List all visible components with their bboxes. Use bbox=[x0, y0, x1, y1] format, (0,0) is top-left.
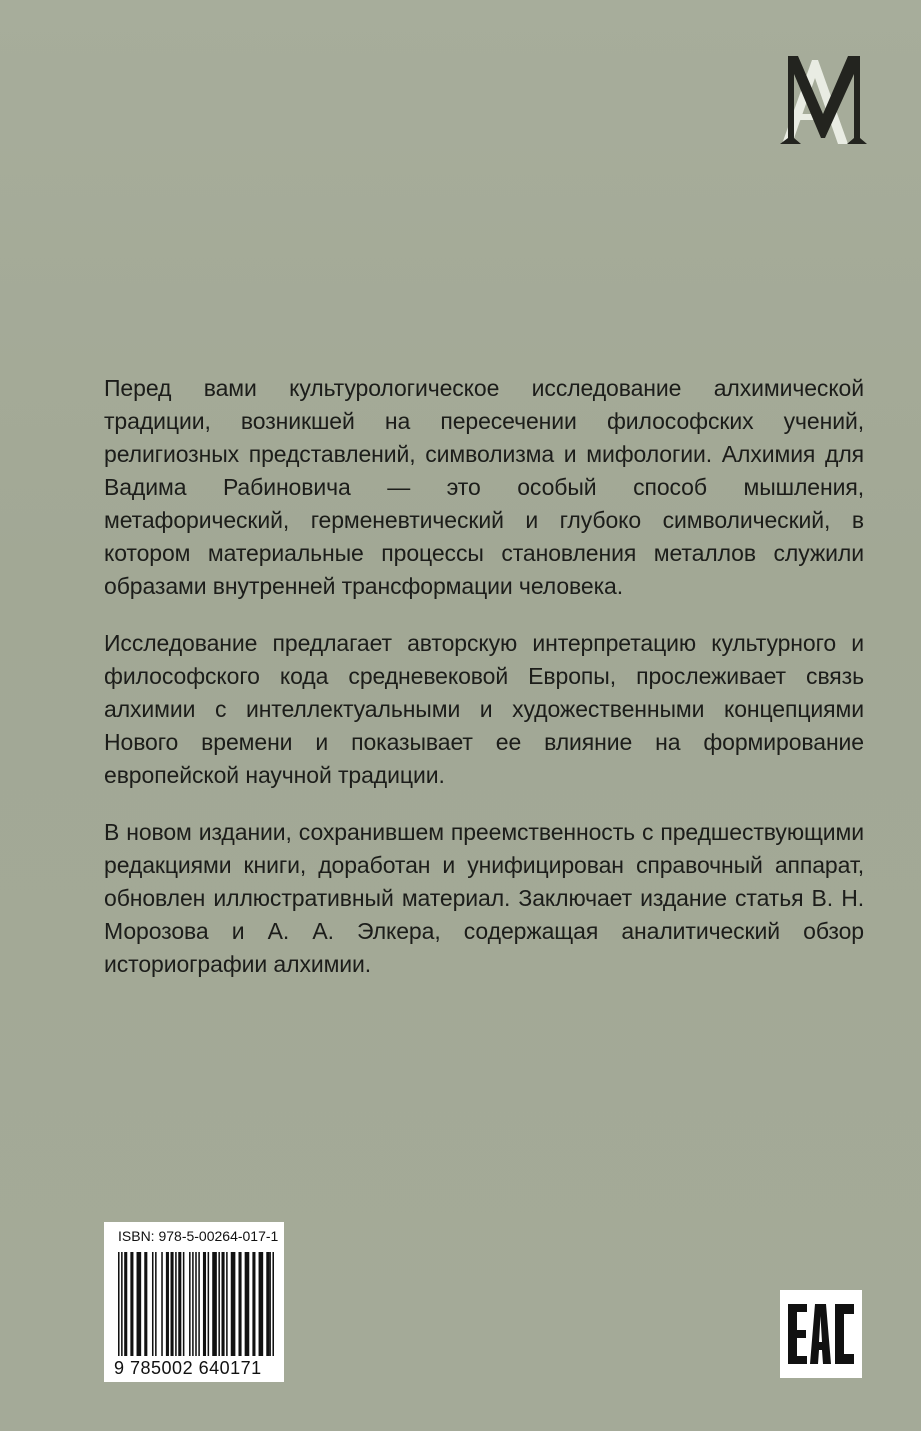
barcode-bar bbox=[192, 1252, 194, 1356]
isbn-label: ISBN: 978-5-00264-017-1 bbox=[118, 1228, 279, 1244]
annotation-paragraph: В новом издании, сохранившем преемственность с предшествующими редакциями книги, доработан и унифицирован справочный аппарат, обновлен иллюстративный материал. Заключает издание статья В. Н. Морозова и А. А. Элкера, содержащая аналитический обзор историографии алхимии. bbox=[104, 819, 864, 977]
barcode-bar bbox=[121, 1252, 123, 1356]
eac-certification-icon bbox=[780, 1290, 862, 1378]
barcode-bar bbox=[137, 1252, 142, 1356]
isbn-barcode bbox=[104, 1222, 284, 1382]
barcode-bars bbox=[116, 1252, 276, 1362]
barcode-bar bbox=[266, 1252, 269, 1356]
barcode-bar bbox=[130, 1252, 133, 1356]
annotation-paragraph: Перед вами культурологическое исследование алхимической традиции, возникшей на пересечении философских учений, религиозных представлений, символизма и мифологии. Алхимия для Вадима Рабиновича — это особый способ мышления, метафорический, герменевтический и глубоко символический, в котором материальные процессы становления металлов служили образами внутренней трансформации человека. bbox=[104, 375, 864, 599]
barcode-bar bbox=[144, 1252, 147, 1356]
barcode-bar bbox=[178, 1252, 181, 1356]
barcode-bar bbox=[238, 1252, 241, 1356]
barcode-bar bbox=[171, 1252, 174, 1356]
barcode-bar bbox=[252, 1252, 255, 1356]
barcode-bar bbox=[269, 1252, 271, 1356]
eac-mark bbox=[780, 1290, 862, 1378]
barcode-bar bbox=[189, 1252, 191, 1356]
barcode-bar bbox=[166, 1252, 169, 1356]
barcode-bar bbox=[124, 1252, 127, 1356]
barcode-bar bbox=[272, 1252, 274, 1356]
barcode-bar bbox=[152, 1252, 154, 1356]
barcode-bar bbox=[226, 1252, 228, 1356]
barcode-bar bbox=[118, 1252, 120, 1356]
barcode-bar bbox=[245, 1252, 250, 1356]
barcode-bar bbox=[208, 1252, 210, 1356]
barcode-bar bbox=[259, 1252, 264, 1356]
barcode-bar bbox=[195, 1252, 197, 1356]
book-annotation bbox=[104, 372, 864, 1005]
barcode-bar bbox=[198, 1252, 200, 1356]
barcode-bar bbox=[155, 1252, 157, 1356]
annotation-paragraph: Исследование предлагает авторскую интерпретацию культурного и философского кода средневековой Европы, прослеживает связь алхимии с интеллектуальными и художественными концепциями Нового времени и показывает ее влияние на формирование европейской научной традиции. bbox=[104, 630, 864, 788]
publisher-logo bbox=[768, 52, 878, 148]
barcode-bar bbox=[203, 1252, 206, 1356]
barcode-bar bbox=[218, 1252, 220, 1356]
barcode-bar bbox=[183, 1252, 185, 1356]
barcode-bar bbox=[175, 1252, 177, 1356]
barcode-bar bbox=[231, 1252, 236, 1356]
publisher-monogram-icon bbox=[768, 52, 878, 148]
barcode-bar bbox=[161, 1252, 163, 1356]
barcode-bar bbox=[221, 1252, 224, 1356]
barcode-bar bbox=[212, 1252, 217, 1356]
ean-digits: 9 785002 640171 bbox=[114, 1358, 262, 1378]
